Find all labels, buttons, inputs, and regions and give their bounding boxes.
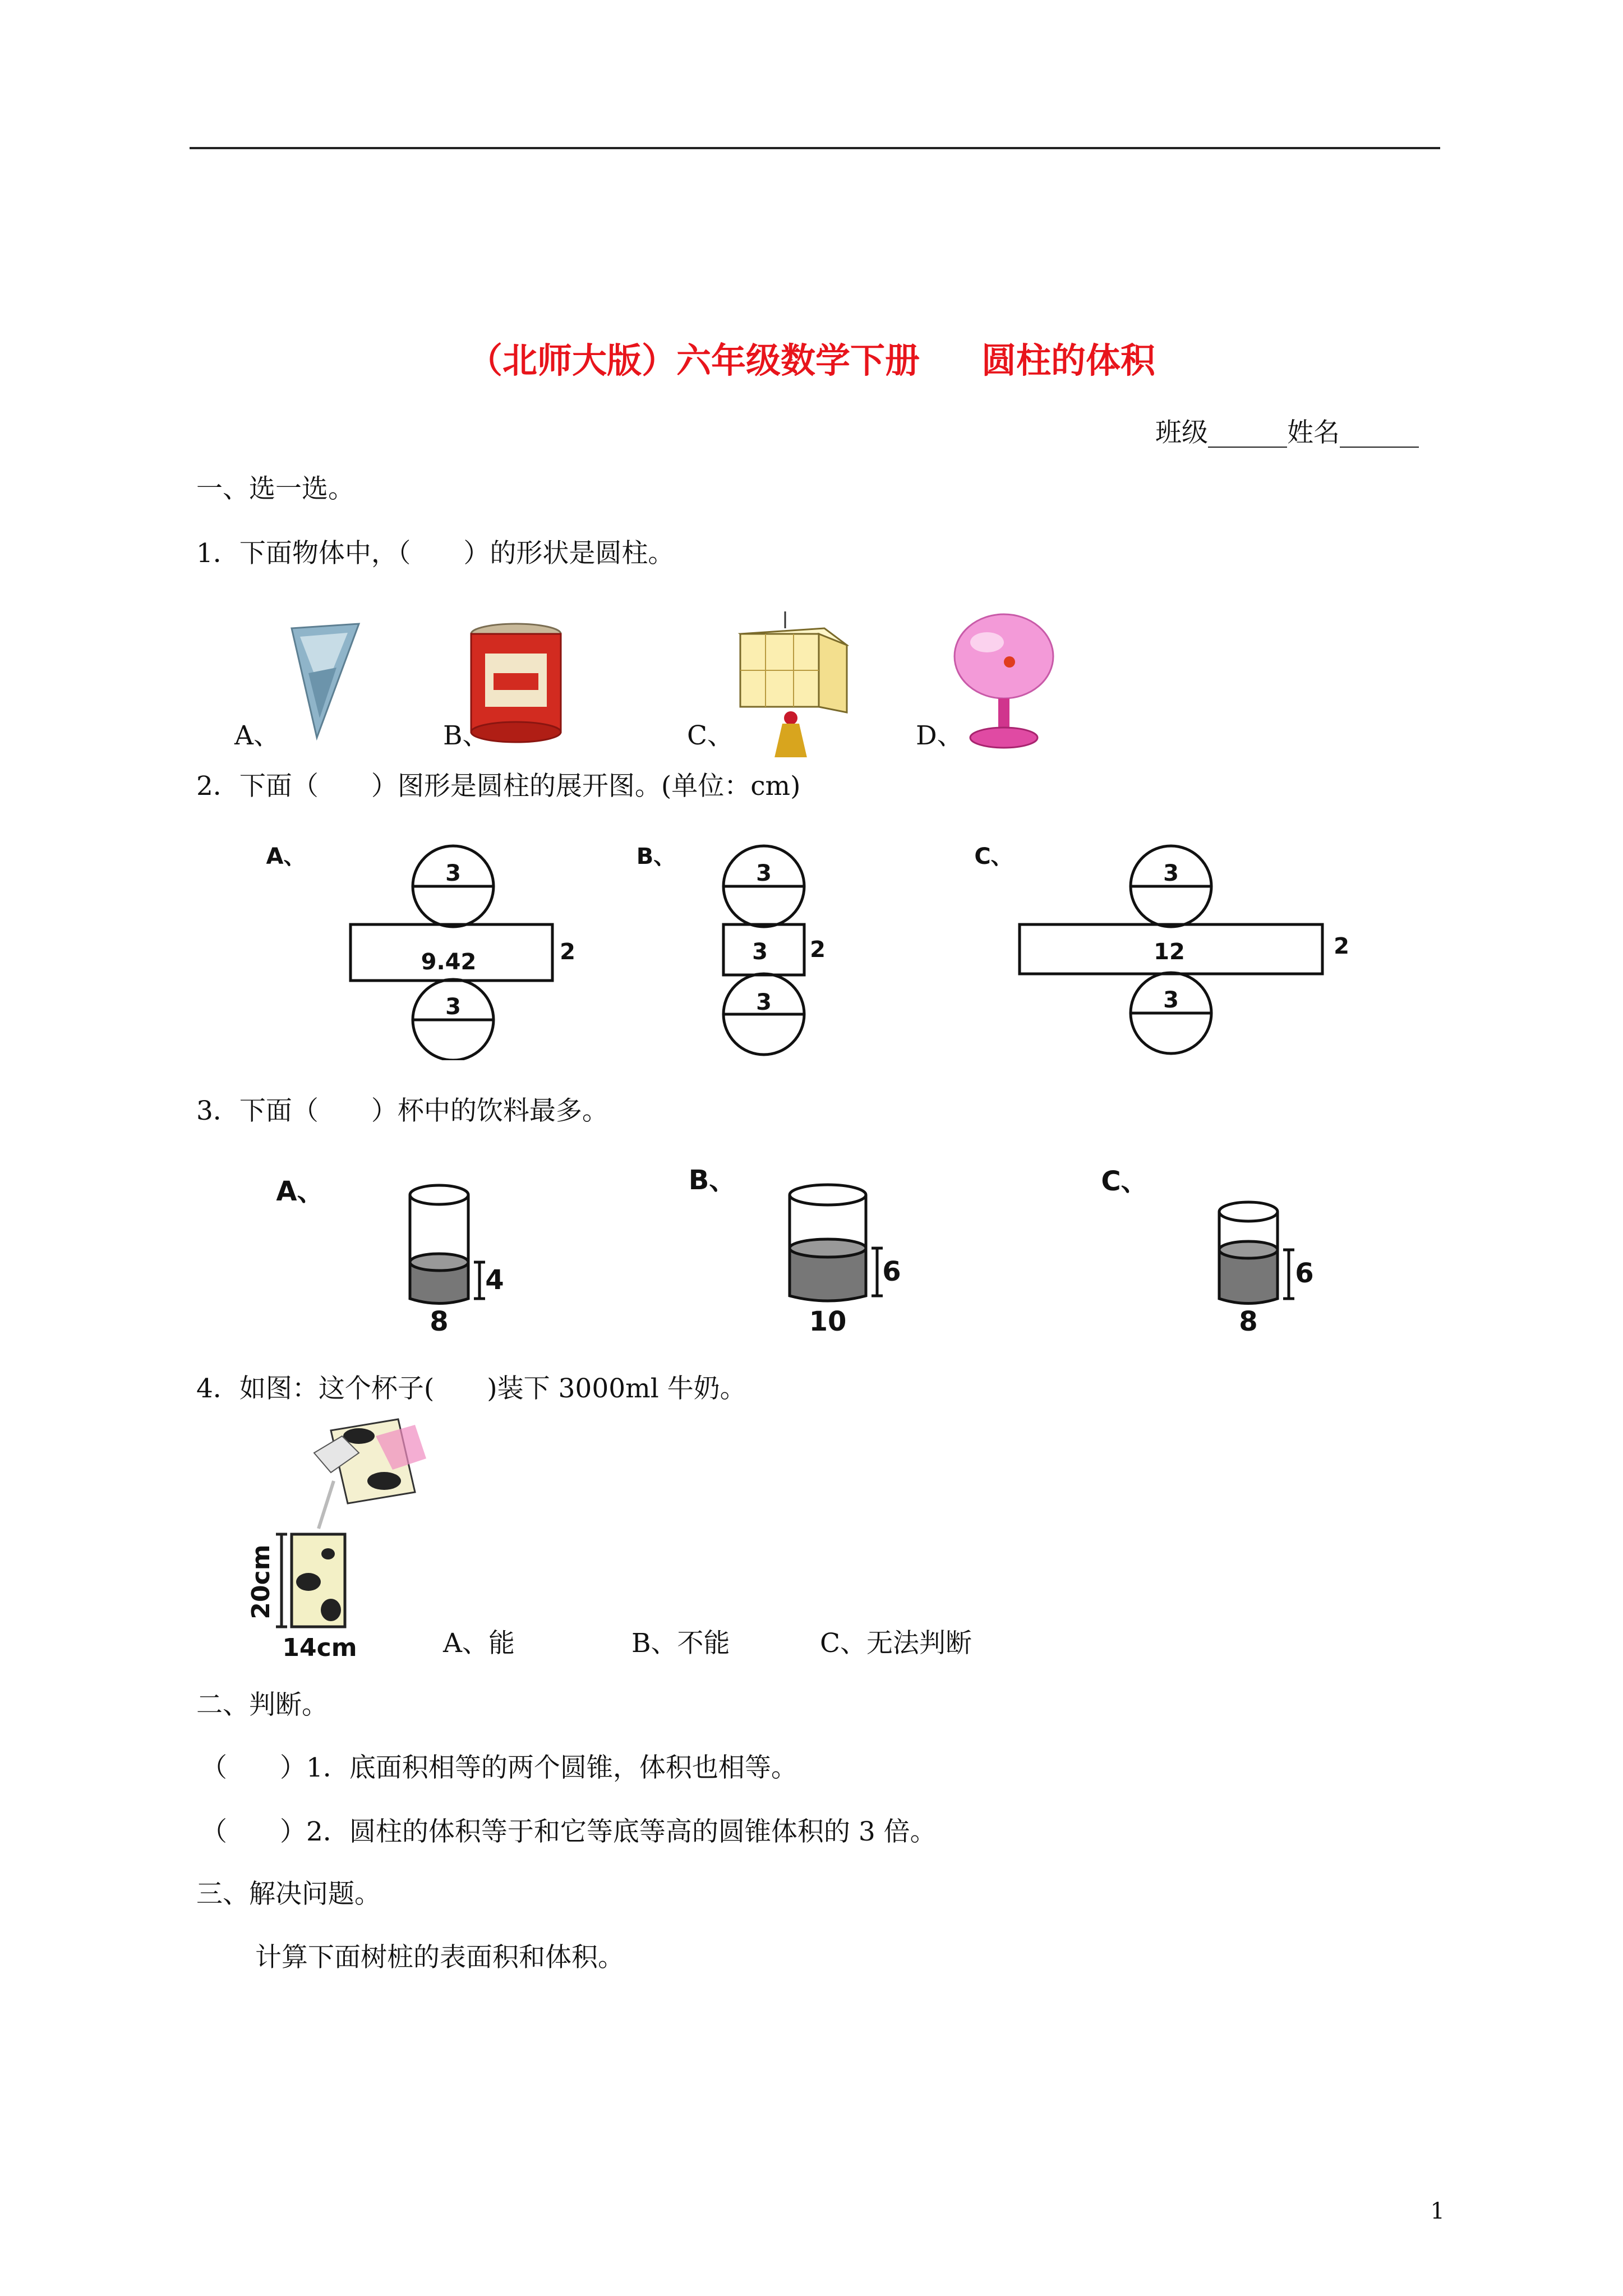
q2-c-side: 2 [1334,933,1349,959]
title-topic: 圆柱的体积 [981,340,1156,381]
q1-option-d: D、 [916,720,963,751]
q2-c-top-circle: 3 [1163,861,1179,886]
q2-c-rect: 12 [1154,939,1185,965]
q3-label-b: B、 [688,1165,736,1196]
q2-label-c: C、 [974,844,1013,869]
q1-option-a: A、 [234,720,280,751]
q2-b-rect: 3 [752,939,768,965]
q2-label-a: A、 [266,844,306,869]
q2-b-bottom-circle: 3 [756,990,772,1015]
section-3-heading: 三、解决问题。 [196,1879,381,1910]
q3-b-height: 6 [882,1256,901,1287]
q2-a-bottom-circle: 3 [445,994,461,1020]
judge-item-1: （ ）1．底面积相等的两个圆锥，体积也相等。 [201,1752,797,1783]
q4-option-a: A、能 [443,1628,515,1659]
q4-option-c: C、无法判断 [820,1628,972,1659]
q3-a-height: 4 [485,1264,504,1296]
judge-item-2: （ ）2．圆柱的体积等于和它等底等高的圆锥体积的 3 倍。 [201,1816,937,1847]
q1-option-c: C、 [687,720,734,751]
q2-label-b: B、 [636,844,676,869]
q2-net-diagrams [258,825,1380,1060]
milk-carton-picture [314,1419,426,1529]
lantern-picture [740,611,847,757]
section-1-heading: 一、选一选。 [196,473,354,504]
q4-option-b: B、不能 [631,1628,730,1659]
q2-a-side: 2 [560,939,575,965]
q3-label-c: C、 [1101,1166,1148,1197]
q4-width-label: 14cm [282,1634,357,1662]
page-title [0,340,1623,381]
section-2-heading: 二、判断。 [196,1690,328,1720]
q3-label-a: A、 [276,1176,324,1207]
q3-a-diameter: 8 [430,1306,449,1337]
q2-b-top-circle: 3 [756,861,772,886]
question-4: 4．如图：这个杯子( )装下 3000ml 牛奶。 [196,1373,746,1404]
q3-c-height: 6 [1295,1258,1314,1289]
q1-option-b: B、 [443,720,489,751]
q3-c-diameter: 8 [1239,1306,1258,1337]
header-rule [190,147,1440,149]
class-name-field: 班级______姓名______ [1155,417,1419,448]
cone-picture [292,624,359,738]
q3-cup-diagrams [264,1161,1357,1346]
question-3: 3．下面（ ）杯中的饮料最多。 [196,1096,608,1126]
q2-c-bottom-circle: 3 [1163,987,1179,1013]
q4-height-label: 20cm [247,1544,275,1619]
question-1: 1．下面物体中，（ ）的形状是圆柱。 [196,538,675,569]
q2-b-side: 2 [810,937,826,963]
page-number: 1 [1430,2198,1445,2224]
milk-cup-picture [247,1414,432,1666]
q1-pictures [224,611,1099,757]
q2-a-top-circle: 3 [445,861,461,886]
problem-text: 计算下面树桩的表面积和体积。 [255,1942,624,1973]
balloon-lamp-picture [955,614,1053,748]
milk-cup [276,1534,345,1627]
q2-a-rect: 9.42 [421,949,477,975]
question-2: 2．下面（ ）图形是圆柱的展开图。(单位：cm) [196,771,801,802]
title-main: （北师大版）六年级数学下册 [467,340,920,381]
q3-b-diameter: 10 [809,1306,847,1337]
